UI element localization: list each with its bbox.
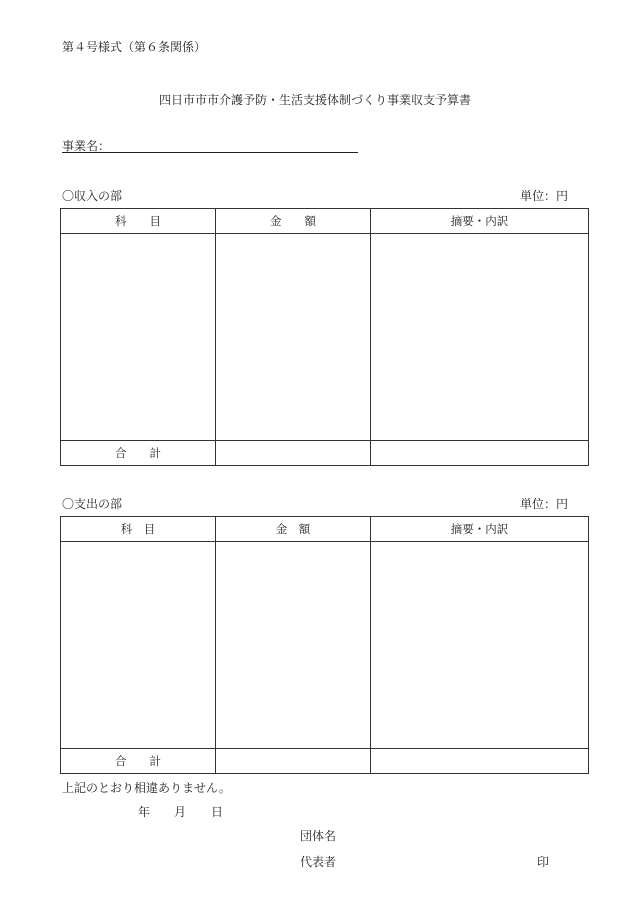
- income-entry-row: [61, 234, 589, 441]
- expense-col-details: 摘要・内訳: [371, 517, 589, 542]
- expense-section-heading: 〇支出の部: [62, 497, 123, 511]
- income-header-row: [61, 209, 589, 234]
- representative-label: 代表者: [300, 855, 337, 869]
- income-col-item: 科 目: [61, 209, 216, 234]
- income-item-cell[interactable]: [61, 234, 216, 441]
- form-number: 第４号様式（第６条関係）: [62, 40, 207, 54]
- expense-table: [60, 516, 589, 774]
- income-col-amount: 金 額: [216, 209, 371, 234]
- date-year-label: 年: [138, 805, 151, 819]
- expense-total-row: [61, 749, 589, 774]
- income-amount-cell[interactable]: [216, 234, 371, 441]
- income-table: [60, 208, 589, 466]
- document-title: 四日市市市介護予防・生活支援体制づくり事業収支予算書: [158, 93, 471, 107]
- date-month-label: 月: [174, 805, 187, 819]
- expense-item-cell[interactable]: [61, 542, 216, 749]
- expense-total-label: 合 計: [61, 749, 216, 774]
- income-col-details: 摘要・内訳: [371, 209, 589, 234]
- income-total-label: 合 計: [61, 441, 216, 466]
- expense-col-amount: 金 額: [216, 517, 371, 542]
- project-name-label: 事業名：: [62, 139, 111, 153]
- income-unit-label: 単位：円: [520, 189, 569, 203]
- expense-col-item: 科 目: [61, 517, 216, 542]
- income-section-heading: 〇収入の部: [62, 189, 123, 203]
- income-total-details-cell[interactable]: [371, 441, 589, 466]
- seal-mark: 印: [537, 855, 550, 869]
- expense-amount-cell[interactable]: [216, 542, 371, 749]
- expense-entry-row: [61, 542, 589, 749]
- income-details-cell[interactable]: [371, 234, 589, 441]
- expense-header-row: [61, 517, 589, 542]
- expense-unit-label: 単位：円: [520, 497, 569, 511]
- organization-label: 団体名: [300, 829, 337, 843]
- income-total-row: [61, 441, 589, 466]
- project-name-field[interactable]: [62, 152, 358, 153]
- confirmation-statement: 上記のとおり相違ありません。: [62, 781, 231, 795]
- expense-total-details-cell[interactable]: [371, 749, 589, 774]
- expense-details-cell[interactable]: [371, 542, 589, 749]
- income-total-amount-cell[interactable]: [216, 441, 371, 466]
- expense-total-amount-cell[interactable]: [216, 749, 371, 774]
- date-day-label: 日: [211, 805, 224, 819]
